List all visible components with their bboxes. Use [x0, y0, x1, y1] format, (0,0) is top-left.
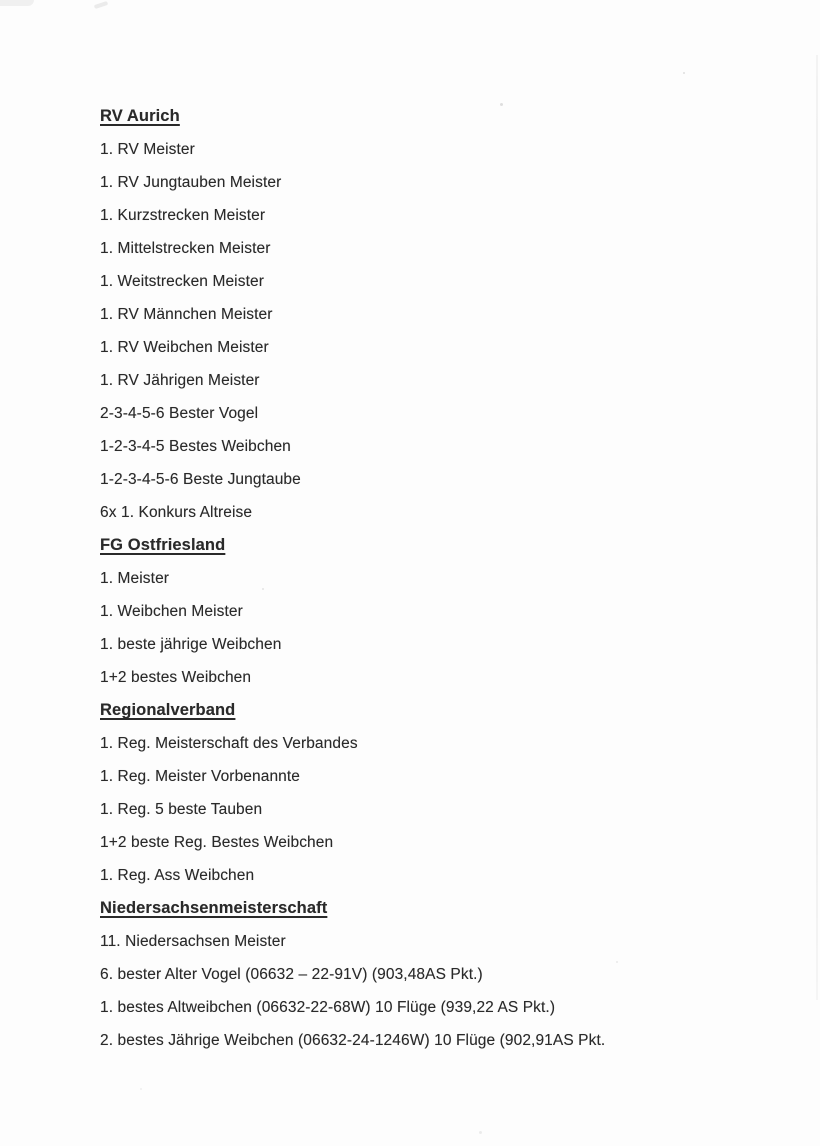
list-item: 1. Kurzstrecken Meister — [100, 207, 266, 224]
list-item: 1. beste jährige Weibchen — [100, 636, 282, 653]
scan-artifact-right-edge — [816, 55, 818, 1000]
list-item: 1. Reg. Meisterschaft des Verbandes — [100, 735, 358, 752]
list-item: 1+2 beste Reg. Bestes Weibchen — [100, 834, 334, 851]
list-item: 1. Weibchen Meister — [100, 603, 243, 620]
list-item: 1. RV Männchen Meister — [100, 306, 273, 323]
list-item: 2-3-4-5-6 Bester Vogel — [100, 405, 259, 422]
list-item: 1-2-3-4-5-6 Beste Jungtaube — [100, 471, 301, 488]
list-item: 11. Niedersachsen Meister — [100, 933, 286, 950]
section-heading: FG Ostfriesland — [100, 536, 226, 554]
list-item: 1+2 bestes Weibchen — [100, 669, 252, 686]
section-heading: Niedersachsenmeisterschaft — [100, 899, 328, 917]
list-item: 6. bester Alter Vogel (06632 – 22-91V) (903,48AS Pkt.) — [100, 966, 483, 983]
document-page — [100, 100, 740, 1057]
list-item: 1. RV Meister — [100, 141, 195, 158]
list-item: 1. Mittelstrecken Meister — [100, 240, 271, 257]
list-item: 1. bestes Altweibchen (06632-22-68W) 10 Flüge (939,22 AS Pkt.) — [100, 999, 556, 1016]
list-item: 1-2-3-4-5 Bestes Weibchen — [100, 438, 291, 455]
section-heading: RV Aurich — [100, 107, 180, 125]
list-item: 1. Reg. Meister Vorbenannte — [100, 768, 301, 785]
list-item: 1. Weitstrecken Meister — [100, 273, 264, 290]
scan-speck — [140, 1088, 142, 1090]
scan-speck — [683, 72, 685, 74]
list-item: 1. RV Weibchen Meister — [100, 339, 269, 356]
section-heading: Regionalverband — [100, 701, 236, 719]
list-item: 1. RV Jährigen Meister — [100, 372, 260, 389]
list-item: 6x 1. Konkurs Altreise — [100, 504, 253, 521]
list-item: 1. Meister — [100, 570, 170, 587]
list-item: 1. Reg. 5 beste Tauben — [100, 801, 263, 818]
list-item: 1. Reg. Ass Weibchen — [100, 867, 255, 884]
scan-artifact-fleck — [94, 1, 109, 9]
scan-speck — [479, 1131, 482, 1134]
list-item: 1. RV Jungtauben Meister — [100, 174, 282, 191]
list-item: 2. bestes Jährige Weibchen (06632-24-1246W) 10 Flüge (902,91AS Pkt. — [100, 1032, 606, 1049]
scan-artifact-top-left — [0, 0, 34, 6]
